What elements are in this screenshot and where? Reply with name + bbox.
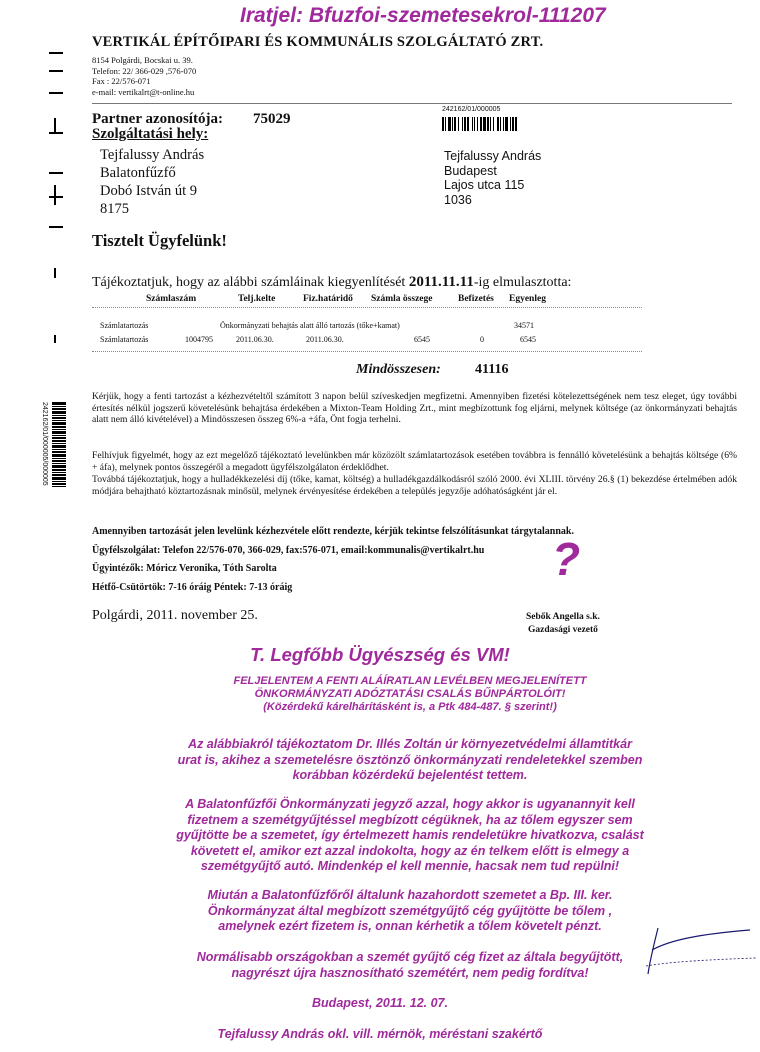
signer-block — [526, 611, 600, 637]
service-place-label: Szolgáltatási hely: — [92, 126, 209, 142]
table-header-invoice: Számlaszám — [146, 294, 197, 304]
greeting: Tisztelt Ügyfelünk! — [92, 231, 227, 250]
table-row-balance: 6545 — [520, 335, 536, 344]
annotation-line: amelynek ezért fizetem is, onnan kérhetik a tőlem követelt pénzt. — [218, 919, 602, 933]
annotation-line: Önkormányzat által megbízott szemétgyűjtő cég gyűjtötte be tőlem , — [207, 903, 613, 918]
partner-id-label: Partner azonosítója: — [92, 111, 223, 127]
annotation-heading-line: ÖNKORMÁNYZATI ADÓZTATÁSI CSALÁS BŰNPÁRTOLÓIT! — [254, 688, 566, 700]
annotation-paragraph — [130, 888, 690, 935]
margin-mark — [54, 268, 56, 278]
annotation-line: követett el, amikor ezt azzal indokolta, hogy az én telkem előtt is elmegy a — [190, 843, 630, 858]
table-row-due: 2011.06.30. — [306, 335, 344, 344]
company-fax: Fax : 22/576-071 — [92, 76, 151, 86]
table-header-paid: Befizetés — [458, 294, 494, 304]
vertical-barcode — [52, 402, 66, 510]
place-and-date: Polgárdi, 2011. november 25. — [92, 608, 258, 623]
margin-mark — [49, 196, 63, 198]
service-place-line: Dobó István út 9 — [100, 183, 198, 199]
annotation-line: Miután a Balatonfűzfőről általunk hazahordott szemetet a Bp. III. ker. — [207, 888, 613, 902]
company-address-block — [92, 55, 196, 97]
margin-mark — [49, 132, 63, 134]
margin-mark — [49, 226, 63, 228]
annotation-line: A Balatonfűzfői Önkormányzati jegyző azzal, hogy akkor is ugyanannyit kell — [185, 797, 635, 811]
annotation-paragraph — [130, 950, 690, 981]
margin-mark — [49, 52, 63, 54]
intro-date: 2011.11.11 — [408, 274, 474, 290]
signer-title: Gazdasági vezető — [528, 625, 598, 635]
mailing-address-line: Tejfalussy András — [444, 149, 542, 163]
signer-name: Sebők Angella s.k. — [526, 612, 600, 622]
barcode-number: 242162/01/000005 — [442, 106, 501, 113]
table-row-balance: 34571 — [514, 321, 534, 330]
body-paragraph: Felhívjuk figyelmét, hogy az ezt megelőző tájékoztató levelünkben már közözölt számlatartozások esetében továbbra is fennálló követelésünk a behajtás költsége (6% + áfa), melynek pontos összegéről a megadott ügyfélszolgálaton érdeklődhet. — [92, 450, 737, 473]
margin-mark — [49, 70, 63, 72]
service-place-line: Balatonfűzfő — [100, 165, 176, 181]
intro-text: Tájékoztatjuk, hogy az alábbi számláinak kiegyenlítését — [92, 275, 409, 290]
annotation-paragraph — [130, 797, 690, 875]
document-reference-title: Iratjel: Bfuzfoi-szemetesekrol-111207 — [240, 4, 606, 27]
annotation-line: korábban közérdekű bejelentést tettem. — [292, 768, 528, 782]
mailing-address — [444, 149, 541, 207]
annotation-line: fizetnem a szemétgyűjtéssel megbízott cégüknek, ha az tőlem egyszer sem — [187, 812, 633, 827]
table-row-amount: 6545 — [414, 335, 430, 344]
table-row-paid: 0 — [480, 335, 484, 344]
annotation-heading — [130, 675, 690, 714]
administrators-text: Ügyintézők: Móricz Veronika, Tóth Sarolta — [92, 563, 277, 574]
body-paragraph: Továbbá tájékoztatjuk, hogy a hulladékkezelési díj (tőke, kamat, költség) a hulladékgazdálkodásról szóló 2000. évi XLIII. törvény 26.§ (1) bekezdése értelmében adók módjára behajtható köztartozásnak minősül, melynek érvényesítése érdekében a település jegyzője adóhatóságként jár el. — [92, 474, 737, 497]
company-phone: Telefon: 22/ 366-029 ,576-070 — [92, 65, 197, 76]
margin-mark — [54, 118, 56, 134]
annotation-line: urat is, akihez a szemetelésre ösztönző önkormányzati rendeletekkel szemben — [177, 752, 643, 767]
table-row-type: Számlatartozás — [100, 335, 149, 344]
table-row-type: Számlatartozás — [100, 321, 149, 330]
table-row-date: 2011.06.30. — [236, 335, 274, 344]
vertical-barcode-number: 242162/01/000005/000005 — [41, 402, 48, 486]
table-header-amount: Számla összege — [371, 294, 433, 304]
annotation-heading-line: FELJELENTEM A FENTI ALÁÍRATLAN LEVÉLBEN MEGJELENÍTETT — [233, 675, 587, 687]
intro-text-end: -ig elmulasztotta: — [473, 275, 572, 290]
mailing-address-line: Budapest — [444, 163, 497, 178]
total-label: Mindösszesen: — [356, 362, 441, 377]
margin-mark — [54, 185, 56, 205]
handwritten-signature — [640, 920, 758, 980]
annotation-subheading: (Közérdekű kárelhárításként is, a Ptk 484-487. § szerint!) — [263, 701, 557, 713]
margin-mark — [54, 335, 56, 343]
header-divider — [92, 103, 732, 104]
annotation-title: T. Legfőbb Ügyészség és VM! — [250, 644, 510, 665]
annotation-line: gyűjtötte be a szemetet, így értelmezett hamis rendeletükre hivatkozva, csalást — [176, 828, 644, 842]
company-address: 8154 Polgárdi, Bocskai u. 39. — [92, 55, 193, 65]
table-divider — [92, 307, 642, 308]
notice-text: Amennyiben tartozását jelen levelünk kézhezvétele előtt rendezte, kérjük tekintse felszólításunkat tárgytalannak. — [92, 526, 574, 537]
partner-id-value: 75029 — [252, 111, 291, 127]
table-divider — [92, 351, 642, 352]
customer-service-text: Ügyfélszolgálat: Telefon 22/576-070, 366-029, fax:576-071, email:kommunalis@vertikalrt.hu — [92, 545, 485, 556]
table-header-due: Fiz.határidő — [303, 294, 353, 304]
office-hours-text: Hétfő-Csütörtök: 7-16 óráig Péntek: 7-13 óráig — [92, 582, 293, 593]
service-place-line: 8175 — [100, 201, 129, 217]
service-place-line: Tejfalussy András — [100, 147, 205, 163]
table-row-invoice: 1004795 — [185, 335, 213, 344]
table-header-balance: Egyenleg — [509, 294, 546, 304]
question-mark-annotation: ? — [552, 533, 581, 585]
annotation-signature: Tejfalussy András okl. vill. mérnök, méréstani szakértő — [217, 1027, 543, 1041]
margin-mark — [49, 92, 63, 94]
company-name: VERTIKÁL ÉPÍTŐIPARI ÉS KOMMUNÁLIS SZOLGÁLTATÓ ZRT. — [92, 34, 544, 50]
annotation-line: nagyrészt újra hasznosítható szemétért, nem pedig fordítva! — [231, 965, 589, 980]
barcode — [442, 117, 602, 131]
body-paragraph: Kérjük, hogy a fenti tartozást a kézhezvételtől számított 3 napon belül szíveskedjen megfizetni. Amennyiben fizetési kötelezettségének nem tesz eleget, úgy további értesítés nélkül jogszerű követelésünk behajtása érdekében a Mixton-Team Holding Zrt., mint megbízottunk fog eljárni, melynek költsége (az önkormányzati behajtás alatt nem álló kivételével) a Mindösszesen összeg 6%-a +áfa, Önt fogja terhelni. — [92, 391, 737, 426]
annotation-line: szemétgyűjtő autó. Mindenkép el kell mennie, hacsak nem tud repülni! — [200, 859, 620, 873]
margin-mark — [49, 172, 63, 174]
mailing-address-line: Lajos utca 115 — [444, 178, 525, 192]
annotation-line: Normálisabb országokban a szemét gyűjtő cég fizet az általa begyűjtött, — [196, 950, 624, 964]
annotation-paragraph — [130, 737, 690, 784]
annotation-line: Az alábbiakról tájékoztatom Dr. Illés Zoltán úr környezetvédelmi államtitkár — [188, 737, 632, 751]
mailing-address-line: 1036 — [444, 192, 472, 207]
table-row-description: Önkormányzati behajtás alatt álló tartozás (tőke+kamat) — [220, 321, 400, 330]
service-place-address — [100, 146, 204, 218]
company-email: e-mail: vertikalrt@t-online.hu — [92, 86, 195, 97]
total-value: 41116 — [475, 362, 509, 377]
intro-sentence — [92, 274, 571, 291]
annotation-date: Budapest, 2011. 12. 07. — [312, 996, 448, 1010]
table-header-date: Telj.kelte — [238, 294, 276, 304]
barcode-bar — [517, 117, 520, 131]
